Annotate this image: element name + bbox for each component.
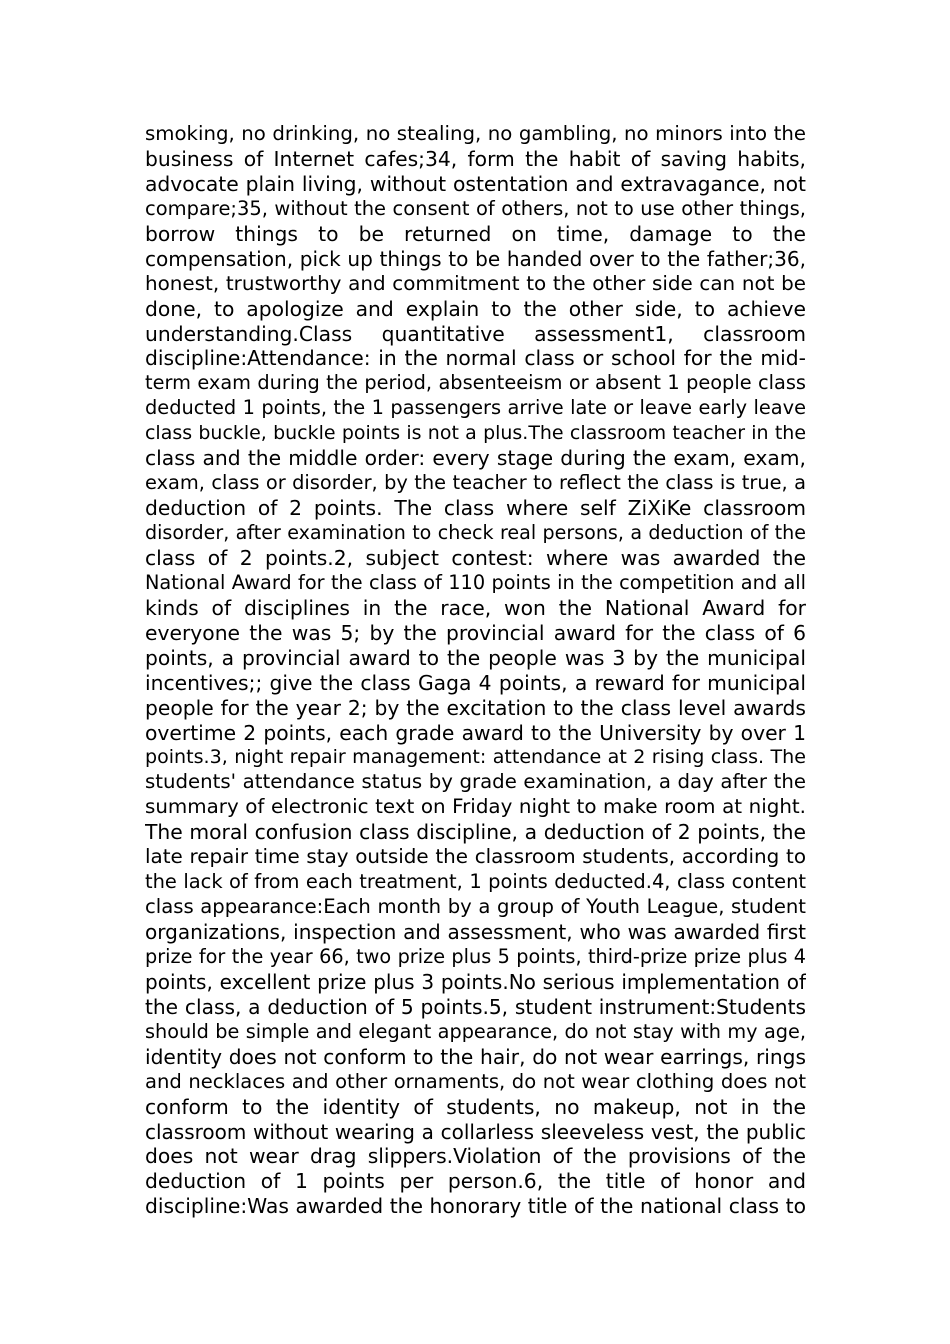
text-line: discipline:Was awarded the honorary title of the national class to — [145, 1194, 806, 1219]
text-line: points, excellent prize plus 3 points.No serious implementation of — [145, 969, 806, 994]
text-line: understanding.Class quantitative assessment1, classroom — [145, 321, 806, 346]
text-line: discipline:Attendance: in the normal class or school for the mid- — [145, 346, 806, 371]
text-line: classroom without wearing a collarless sleeveless vest, the public — [145, 1119, 806, 1144]
text-line: disorder, after examination to check real persons, a deduction of the — [145, 521, 806, 544]
text-line: overtime 2 points, each grade award to the University by over 1 — [145, 720, 806, 745]
text-line: summary of electronic text on Friday night to make room at night. — [145, 795, 806, 819]
text-line: conform to the identity of students, no makeup, not in the — [145, 1094, 806, 1119]
text-line: prize for the year 66, two prize plus 5 points, third-prize prize plus 4 — [145, 944, 806, 968]
text-line: students' attendance status by grade examination, a day after the — [145, 770, 806, 794]
text-line: incentives;; give the class Gaga 4 points, a reward for municipal — [145, 670, 806, 695]
text-line: class appearance:Each month by a group of Youth League, student — [145, 895, 806, 919]
text-line: deduction of 1 points per person.6, the title of honor and — [145, 1169, 806, 1194]
text-line: class and the middle order: every stage during the exam, exam, — [145, 446, 806, 471]
text-line: business of Internet cafes;34, form the habit of saving habits, — [145, 146, 806, 171]
text-line: The moral confusion class discipline, a deduction of 2 points, the — [145, 820, 806, 845]
text-line: the class, a deduction of 5 points.5, student instrument:Students — [145, 994, 806, 1019]
body-paragraph — [145, 122, 806, 1219]
text-line: people for the year 2; by the excitation to the class level awards — [145, 695, 806, 720]
text-line: borrow things to be returned on time, damage to the — [145, 221, 806, 246]
text-line: done, to apologize and explain to the other side, to achieve — [145, 296, 806, 321]
text-line: exam, class or disorder, by the teacher to reflect the class is true, a — [145, 471, 806, 495]
text-line: identity does not conform to the hair, do not wear earrings, rings — [145, 1044, 806, 1069]
text-line: everyone the was 5; by the provincial award for the class of 6 — [145, 620, 806, 645]
text-line: honest, trustworthy and commitment to the other side can not be — [145, 271, 806, 295]
text-line: points, a provincial award to the people was 3 by the municipal — [145, 645, 806, 670]
text-line: should be simple and elegant appearance, do not stay with my age, — [145, 1019, 806, 1043]
text-line: does not wear drag slippers.Violation of the provisions of the — [145, 1144, 806, 1169]
text-line: deducted 1 points, the 1 passengers arrive late or leave early leave — [145, 396, 806, 420]
text-line: compensation, pick up things to be handed over to the father;36, — [145, 246, 806, 271]
text-line: organizations, inspection and assessment, who was awarded first — [145, 920, 806, 944]
text-line: kinds of disciplines in the race, won the National Award for — [145, 595, 806, 620]
text-line: the lack of from each treatment, 1 points deducted.4, class content — [145, 870, 806, 894]
text-line: term exam during the period, absenteeism or absent 1 people class — [145, 371, 806, 395]
text-line: and necklaces and other ornaments, do not wear clothing does not — [145, 1069, 806, 1093]
text-line: class of 2 points.2, subject contest: where was awarded the — [145, 545, 806, 570]
text-line: National Award for the class of 110 points in the competition and all — [145, 570, 806, 594]
text-line: points.3, night repair management: attendance at 2 rising class. The — [145, 746, 806, 769]
text-line: compare;35, without the consent of others, not to use other things, — [145, 196, 806, 220]
text-line: late repair time stay outside the classroom students, according to — [145, 845, 806, 869]
text-line: advocate plain living, without ostentation and extravagance, not — [145, 171, 806, 196]
text-line: deduction of 2 points. The class where self ZiXiKe classroom — [145, 496, 806, 521]
text-line: class buckle, buckle points is not a plus.The classroom teacher in the — [145, 422, 806, 445]
text-line: smoking, no drinking, no stealing, no gambling, no minors into the — [145, 122, 806, 145]
